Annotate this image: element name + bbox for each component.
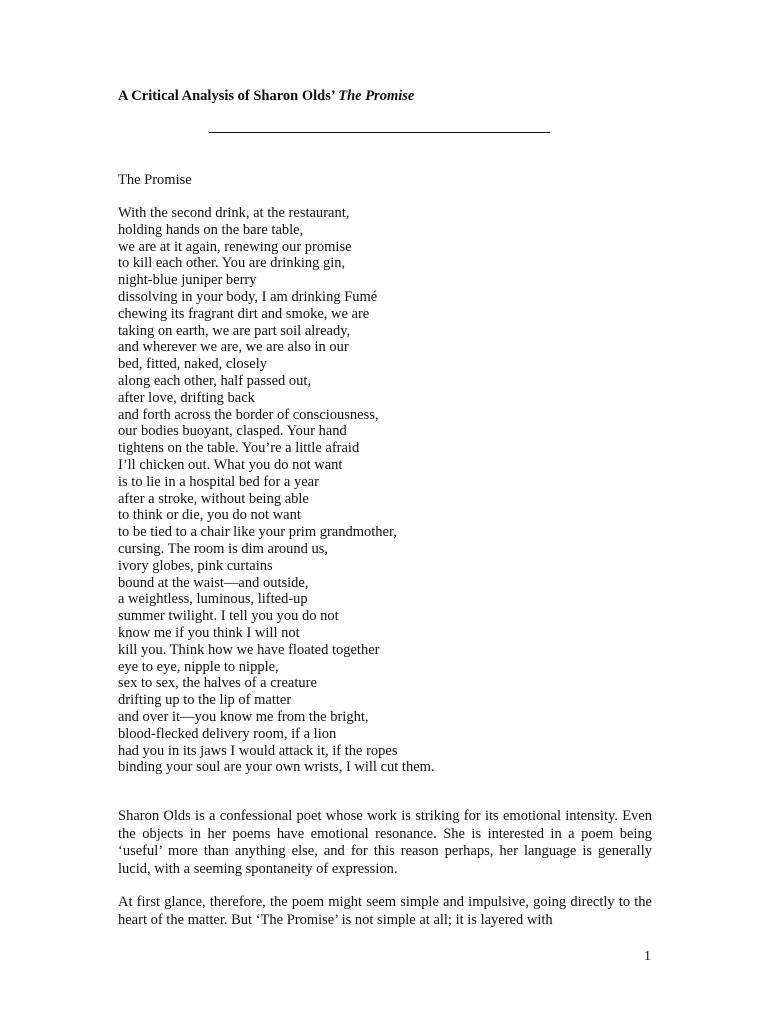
analysis-paragraph-2: At first glance, therefore, the poem might seem simple and impulsive, going directly to the heart of the matter. But ‘The Promise’ is not simple at all; it is layered with <box>118 894 652 928</box>
poem-line: and forth across the border of consciousness, <box>118 406 379 423</box>
poem-line: binding your soul are your own wrists, I will cut them. <box>118 759 435 776</box>
poem-line: bound at the waist—and outside, <box>118 574 309 591</box>
poem-line: bed, fitted, naked, closely <box>118 356 267 373</box>
poem-line: and wherever we are, we are also in our <box>118 339 349 356</box>
poem-line: night-blue juniper berry <box>118 272 257 289</box>
document-title <box>118 87 414 105</box>
poem-line: I’ll chicken out. What you do not want <box>118 456 343 473</box>
poem-line: holding hands on the bare table, <box>118 221 304 238</box>
poem-line: is to lie in a hospital bed for a year <box>118 473 319 490</box>
poem-line: we are at it again, renewing our promise <box>118 238 352 255</box>
analysis-paragraph-1: Sharon Olds is a confessional poet whose work is striking for its emotional intensity. Even the objects in her poems have emotional resonance. She is interested in a poem being ‘useful’ more than anything else, and for this reason perhaps, her language is generally lucid, with a seeming spontaneity of expression. <box>118 808 652 877</box>
poem-line: ivory globes, pink curtains <box>118 557 273 574</box>
page-number: 1 <box>644 949 651 964</box>
poem-line: a weightless, luminous, lifted-up <box>118 591 308 608</box>
poem-line: along each other, half passed out, <box>118 372 312 389</box>
poem-line: our bodies buoyant, clasped. Your hand <box>118 423 347 440</box>
poem-line: to kill each other. You are drinking gin, <box>118 255 346 272</box>
poem-line: taking on earth, we are part soil already, <box>118 322 351 339</box>
poem-line: had you in its jaws I would attack it, if the ropes <box>118 742 398 759</box>
poem-line: kill you. Think how we have floated together <box>118 641 380 658</box>
poem-line: after love, drifting back <box>118 389 255 406</box>
document-title-main: A Critical Analysis of Sharon Olds’ <box>118 88 339 104</box>
poem-line: tightens on the table. You’re a little afraid <box>118 440 360 457</box>
poem-line: With the second drink, at the restaurant, <box>118 205 350 221</box>
poem-line: chewing its fragrant dirt and smoke, we are <box>118 305 370 322</box>
poem-line: to think or die, you do not want <box>118 507 301 524</box>
poem-line: drifting up to the lip of matter <box>118 692 292 709</box>
poem-line: blood-flecked delivery room, if a lion <box>118 725 337 742</box>
poem-body <box>118 205 435 776</box>
poem-line: cursing. The room is dim around us, <box>118 540 328 557</box>
poem-line: and over it—you know me from the bright, <box>118 708 369 725</box>
poem-line: sex to sex, the halves of a creature <box>118 675 317 692</box>
document-title-italic: The Promise <box>338 88 415 104</box>
poem-line: after a stroke, without being able <box>118 490 309 507</box>
poem-line: summer twilight. I tell you you do not <box>118 608 339 625</box>
poem-line: eye to eye, nipple to nipple, <box>118 658 279 675</box>
poem-line: to be tied to a chair like your prim grandmother, <box>118 524 397 541</box>
poem-line: know me if you think I will not <box>118 624 300 641</box>
poem-heading: The Promise <box>118 172 192 188</box>
horizontal-rule <box>209 132 550 133</box>
poem-line: dissolving in your body, I am drinking Fumé <box>118 288 378 305</box>
